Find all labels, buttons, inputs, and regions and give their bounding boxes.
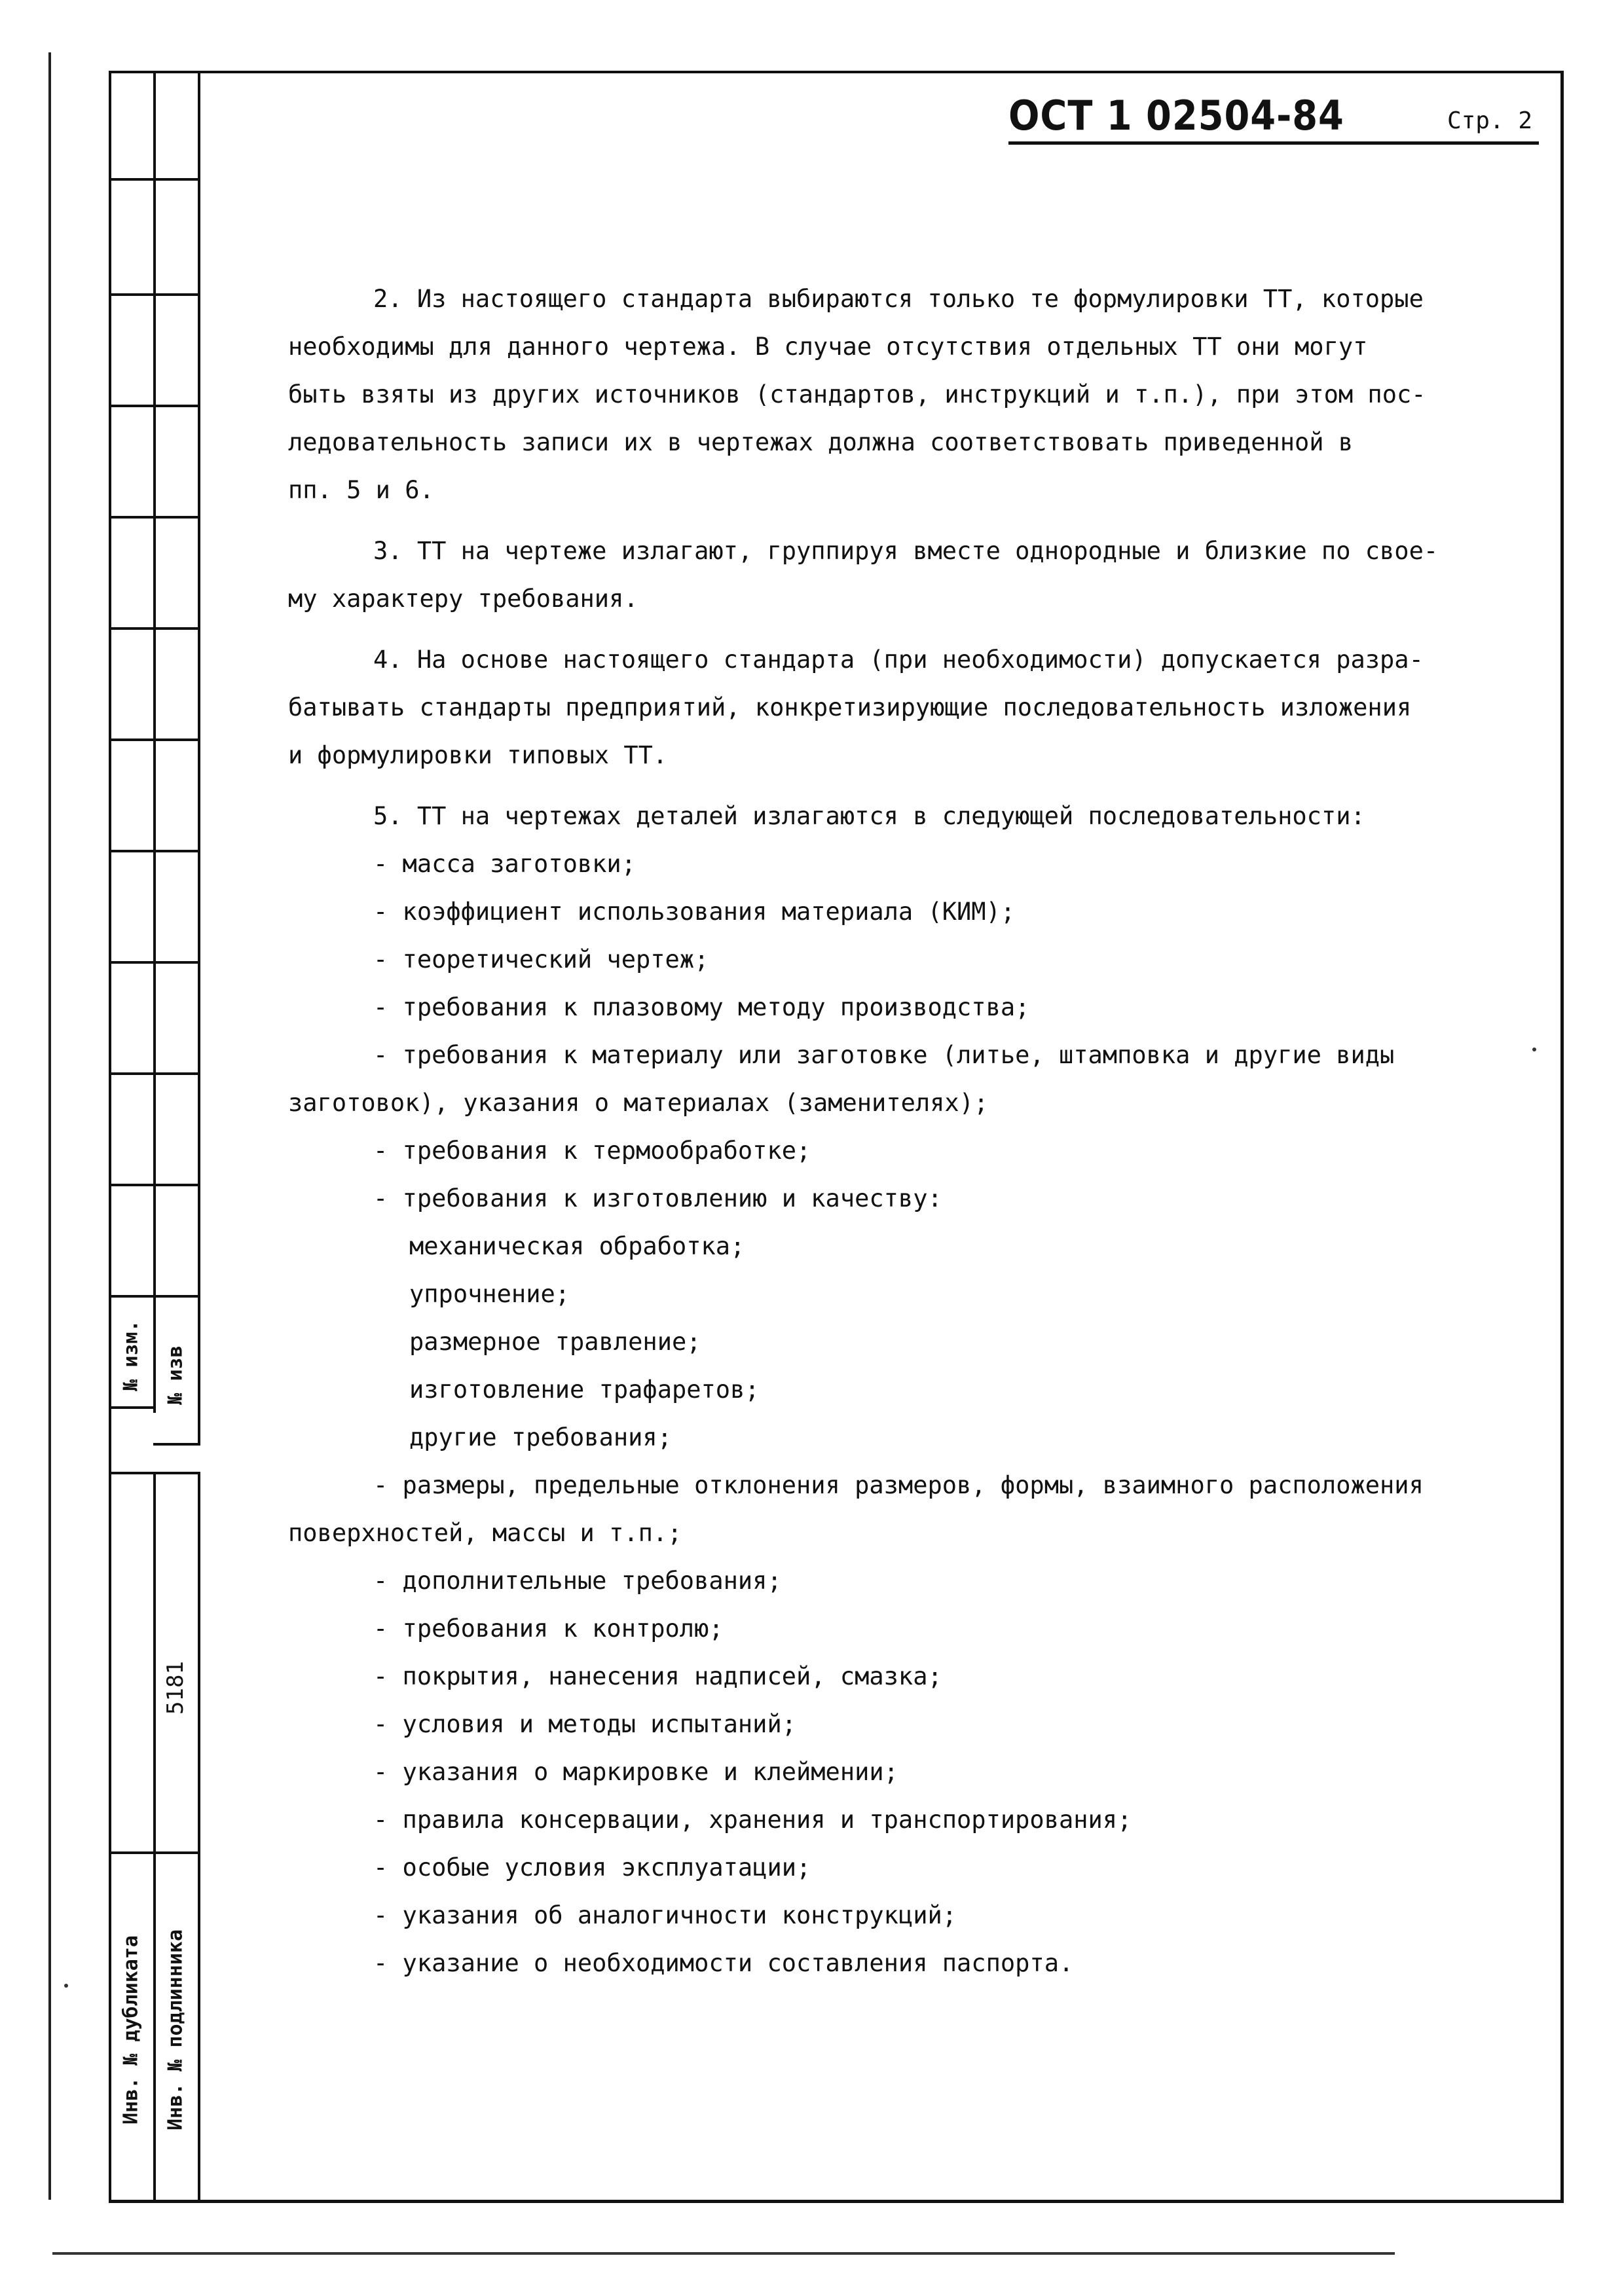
list-item: - теоретический чертеж; [373, 945, 709, 974]
stamp-row [109, 961, 200, 964]
scan-speck [64, 1984, 68, 1988]
stamp-row [109, 738, 200, 741]
list-subitem: другие требования; [409, 1423, 672, 1451]
list-item-continuation: поверхностей, массы и т.п.; [288, 1519, 682, 1547]
paragraph-5 [288, 792, 1532, 1987]
list-subitem: изготовление трафаретов; [409, 1376, 760, 1404]
archive-number-value: 5181 [162, 1661, 189, 1715]
stamp-row [109, 850, 200, 852]
paragraph-3 [288, 527, 1532, 623]
document-header [1008, 92, 1539, 144]
list-item: - размеры, предельные отклонения размеров, формы, взаимного расположения [373, 1471, 1424, 1499]
document-body [288, 275, 1532, 1987]
text-line: пп. 5 и 6. [288, 476, 434, 504]
stamp-row [109, 1184, 200, 1186]
stamp-divider [198, 1472, 200, 2203]
list-item: - требования к контролю; [373, 1614, 724, 1643]
notice-number-label: № изв [164, 1345, 187, 1405]
scan-edge-bottom [52, 2252, 1395, 2255]
stamp-margin [109, 71, 200, 2203]
stamp-divider [109, 1472, 111, 2203]
list-subitem: упрочнение; [409, 1280, 570, 1308]
text-line: 2. Из настоящего стандарта выбираются только те формулировки ТТ, которые [373, 285, 1424, 313]
paragraph-2 [288, 275, 1532, 514]
text-line: и формулировки типовых ТТ. [288, 741, 668, 769]
stamp-row [109, 516, 200, 519]
text-line: 3. ТТ на чертеже излагают, группируя вместе однородные и близкие по свое- [373, 537, 1439, 565]
header-rule [1008, 141, 1539, 145]
text-line: 4. На основе настоящего стандарта (при необходимости) допускается разра- [373, 646, 1424, 674]
list-item: - требования к термообработке; [373, 1137, 811, 1165]
stamp-row [109, 1072, 200, 1075]
page-number: Стр. 2 [1447, 107, 1532, 134]
text-line: му характеру требования. [288, 585, 638, 613]
list-item-continuation: заготовок), указания о материалах (заменителях); [288, 1089, 989, 1117]
stamp-row [109, 405, 200, 407]
scan-edge-left [48, 52, 51, 2200]
duplicate-inventory-label: Инв. № дубликата [119, 1935, 143, 2124]
text-line: ледовательность записи их в чертежах должна соответствовать приведенной в [288, 428, 1354, 456]
stamp-row [109, 1851, 200, 1854]
list-item: - условия и методы испытаний; [373, 1710, 797, 1738]
text-line: необходимы для данного чертежа. В случае отсутствия отдельных ТТ они могут [288, 333, 1368, 361]
stamp-row [109, 1472, 200, 1474]
original-inventory-label: Инв. № подлинника [164, 1929, 187, 2131]
list-item: - требования к изготовлению и качеству: [373, 1184, 942, 1212]
stamp-divider [153, 1472, 156, 2203]
list-item: - масса заготовки; [373, 850, 636, 878]
text-line: батывать стандарты предприятий, конкретизирующие последовательность изложения [288, 693, 1412, 721]
list-item: - указания об аналогичности конструкций; [373, 1901, 957, 1929]
list-subitem: механическая обработка; [409, 1232, 745, 1260]
list-item: - покрытия, нанесения надписей, смазка; [373, 1662, 942, 1690]
change-number-label: № изм. [119, 1320, 143, 1391]
stamp-divider [198, 71, 200, 1446]
paragraph-4 [288, 636, 1532, 779]
list-item: - требования к материалу или заготовке (литье, штамповка и другие виды [373, 1041, 1395, 1069]
text-line: быть взяты из других источников (стандартов, инструкций и т.п.), при этом пос- [288, 380, 1426, 409]
stamp-divider [153, 71, 156, 1413]
document-designation: ОСТ 1 02504-84 [1008, 92, 1344, 139]
list-item: - особые условия эксплуатации; [373, 1853, 811, 1882]
list-item: - требования к плазовому методу производства; [373, 993, 1030, 1021]
list-subitem: размерное травление; [409, 1328, 701, 1356]
list-intro: 5. ТТ на чертежах деталей излагаются в следующей последовательности: [373, 802, 1365, 830]
stamp-row [109, 178, 200, 181]
list-item: - дополнительные требования; [373, 1567, 782, 1595]
list-item: - указания о маркировке и клеймении; [373, 1758, 898, 1786]
stamp-row [153, 1443, 200, 1446]
list-item: - правила консервации, хранения и транспортирования; [373, 1806, 1132, 1834]
list-item: - коэффициент использования материала (КИМ); [373, 898, 1016, 926]
stamp-row [109, 293, 200, 296]
list-item: - указание о необходимости составления паспорта. [373, 1949, 1074, 1977]
stamp-row [109, 627, 200, 630]
